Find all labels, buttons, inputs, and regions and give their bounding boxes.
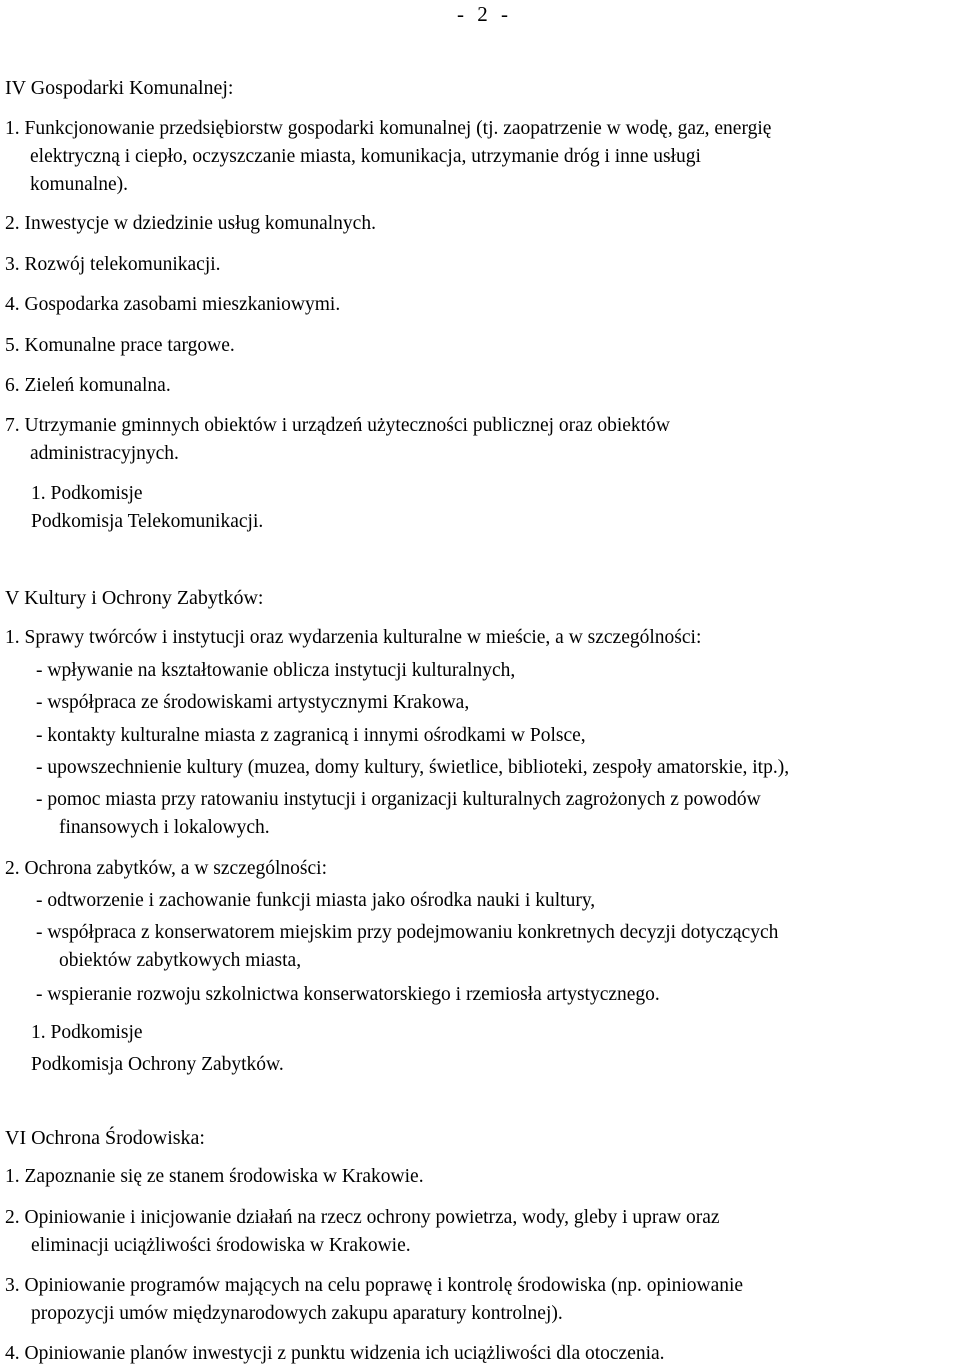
page-number: - 2 -: [457, 2, 512, 26]
section-v-item-2-sub-3: [36, 981, 956, 1009]
sub-line: - kontakty kulturalne miasta z zagranicą i innymi ośrodkami w Polsce,: [36, 725, 586, 746]
subcommittees-label: 1. Podkomisje: [31, 483, 143, 504]
item-line: propozycji umów międzynarodowych zakupu aparatury kontrolnej).: [31, 1303, 563, 1324]
section-v-title: V Kultury i Ochrony Zabytków:: [5, 587, 264, 609]
item-line: 6. Zieleń komunalna.: [5, 375, 171, 396]
section-iv-item-2: [5, 210, 955, 238]
subcommittee-name: Podkomisja Ochrony Zabytków.: [31, 1054, 284, 1075]
sub-line: - współpraca ze środowiskami artystycznymi Krakowa,: [36, 692, 470, 713]
section-iv-subcommittees: [31, 480, 263, 536]
section-v-item-1-sub-4: [36, 754, 956, 782]
item-line: 4. Opiniowanie planów inwestycji z punktu widzenia ich uciążliwości dla otoczenia.: [5, 1343, 665, 1364]
section-iv-item-1: [5, 115, 955, 199]
section-iv-title: IV Gospodarki Komunalnej:: [5, 77, 234, 99]
sub-line: - upowszechnienie kultury (muzea, domy kultury, świetlice, biblioteki, zespoły amatorskie, itp.),: [36, 757, 790, 778]
sub-line: - wspieranie rozwoju szkolnictwa konserwatorskiego i rzemiosła artystycznego.: [36, 984, 660, 1005]
section-vi-item-2: [5, 1204, 955, 1260]
subcommittee-name: Podkomisja Telekomunikacji.: [31, 511, 264, 532]
section-iv-item-3: [5, 251, 955, 279]
item-line: 2. Ochrona zabytków, a w szczególności:: [5, 858, 327, 879]
item-line: elektryczną i ciepło, oczyszczanie miasta, komunikacja, utrzymanie dróg i inne usługi: [30, 146, 701, 167]
sub-line: - współpraca z konserwatorem miejskim przy podejmowaniu konkretnych decyzji dotyczących: [36, 922, 779, 943]
sub-line: - pomoc miasta przy ratowaniu instytucji i organizacji kulturalnych zagrożonych z powodów: [36, 789, 761, 810]
section-v-item-2: [5, 855, 955, 883]
section-v-item-1-sub-5: [36, 786, 956, 842]
section-iv-item-6: [5, 372, 955, 400]
sub-line: - odtworzenie i zachowanie funkcji miasta jako ośrodka nauki i kultury,: [36, 890, 596, 911]
item-line: 5. Komunalne prace targowe.: [5, 335, 235, 356]
section-iv-item-7: [5, 412, 955, 468]
item-line: 1. Zapoznanie się ze stanem środowiska w Krakowie.: [5, 1166, 424, 1187]
item-line: 2. Opiniowanie i inicjowanie działań na rzecz ochrony powietrza, wody, gleby i upraw oraz: [5, 1207, 720, 1228]
item-line: administracyjnych.: [30, 443, 179, 464]
section-iv-item-4: [5, 291, 955, 319]
section-v-item-1-sub-2: [36, 689, 956, 717]
sub-line: obiektów zabytkowych miasta,: [59, 950, 302, 971]
sub-line: - wpływanie na kształtowanie oblicza instytucji kulturalnych,: [36, 660, 516, 681]
item-line: eliminacji uciążliwości środowiska w Krakowie.: [31, 1235, 411, 1256]
item-line: 7. Utrzymanie gminnych obiektów i urządzeń użyteczności publicznej oraz obiektów: [5, 415, 670, 436]
item-line: 1. Funkcjonowanie przedsiębiorstw gospodarki komunalnej (tj. zaopatrzenie w wodę, gaz, energię: [5, 118, 772, 139]
section-v-item-2-sub-1: [36, 887, 956, 915]
section-vi-item-1: [5, 1163, 955, 1191]
section-vi-item-3: [5, 1272, 955, 1328]
item-line: 3. Opiniowanie programów mających na celu poprawę i kontrolę środowiska (np. opiniowanie: [5, 1275, 744, 1296]
section-v-subcommittees: [31, 1019, 284, 1079]
section-vi-item-4: [5, 1340, 955, 1368]
section-v-item-1: [5, 624, 955, 652]
section-iv-item-5: [5, 332, 955, 360]
subcommittees-label: 1. Podkomisje: [31, 1022, 143, 1043]
sub-line: finansowych i lokalowych.: [59, 817, 270, 838]
item-line: 4. Gospodarka zasobami mieszkaniowymi.: [5, 294, 341, 315]
item-line: 2. Inwestycje w dziedzinie usług komunalnych.: [5, 213, 376, 234]
section-vi-title: VI Ochrona Środowiska:: [5, 1127, 205, 1149]
section-v-item-1-sub-1: [36, 657, 956, 685]
item-line: komunalne).: [30, 174, 129, 195]
section-v-item-2-sub-2: [36, 919, 956, 975]
item-line: 1. Sprawy twórców i instytucji oraz wydarzenia kulturalne w mieście, a w szczególności:: [5, 627, 702, 648]
section-v-item-1-sub-3: [36, 722, 956, 750]
item-line: 3. Rozwój telekomunikacji.: [5, 254, 221, 275]
